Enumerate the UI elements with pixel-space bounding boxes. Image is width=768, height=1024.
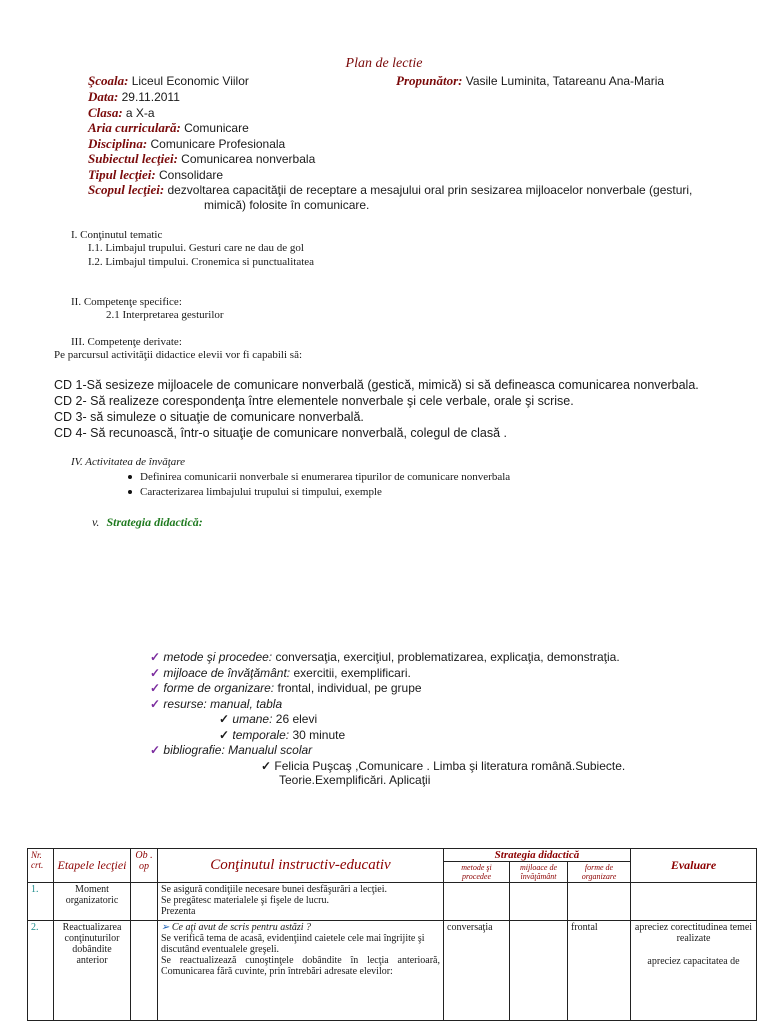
- section1-item-1: I.1. Limbajul trupului. Gesturi care ne dau de gol: [88, 242, 304, 254]
- header-etapele: Etapele lecţiei: [54, 849, 131, 883]
- section2-item: 2.1 Interpretarea gesturilor: [106, 309, 224, 321]
- row1-evaluare: [631, 883, 757, 921]
- propunator-value: Vasile Luminita, Tatareanu Ana-Maria: [465, 74, 665, 88]
- bullet-icon: [128, 475, 132, 479]
- mijloace-value: exercitii, exemplificari.: [293, 666, 411, 680]
- aria-line: [88, 120, 249, 136]
- section4-item-2-text: Caracterizarea limbajului trupului si timpului, exemple: [140, 486, 382, 498]
- data-value: 29.11.2011: [121, 90, 180, 104]
- resurse-label: resurse: manual, tabla: [163, 697, 283, 711]
- scopul-value-2: mimică) folosite în comunicare.: [204, 198, 370, 212]
- cd-4: CD 4- Să recunoască, într-o situaţie de comunicare nonverbală, colegul de clasă .: [54, 426, 508, 440]
- subiectul-label: Subiectul lecţiei:: [88, 151, 178, 166]
- section4-item-2: [128, 486, 382, 498]
- bullet-icon: [128, 490, 132, 494]
- tipul-value: Consolidare: [159, 168, 224, 182]
- header-strategia: Strategia didactică: [444, 849, 631, 862]
- strategy-mijloace: [150, 666, 411, 680]
- row1-c3: Prezenta: [161, 906, 196, 917]
- row1-nr: 1.: [28, 883, 54, 921]
- row1-etapa: Moment organizatoric: [54, 883, 131, 921]
- forme-value: frontal, individual, pe grupe: [277, 681, 422, 695]
- row1-ob: [131, 883, 158, 921]
- mijloace-label: mijloace de învăţământ:: [163, 666, 291, 680]
- check-icon: ✓: [219, 728, 230, 742]
- metode-value: conversaţia, exerciţiul, problematizarea, explicaţia, demonstraţia.: [275, 650, 620, 664]
- section2-heading: II. Competenţe specifice:: [71, 296, 182, 308]
- row2-mijloace: [510, 921, 568, 1021]
- check-icon: ✓: [219, 712, 230, 726]
- row2-metode: conversaţia: [444, 921, 510, 1021]
- strategy-bibliografie: [150, 743, 312, 757]
- temporale-label: temporale:: [232, 728, 290, 742]
- check-icon: ✓: [150, 666, 161, 680]
- scoala-line: [88, 73, 249, 89]
- subiectul-value: Comunicarea nonverbala: [181, 152, 316, 166]
- check-icon: ✓: [150, 650, 161, 664]
- section1-heading: I. Conţinutul tematic: [71, 229, 163, 241]
- check-icon: ✓: [150, 697, 161, 711]
- section4-heading: IV. Activitatea de învăţare: [71, 456, 186, 468]
- row1-mijloace: [510, 883, 568, 921]
- scoala-value: Liceul Economic Viilor: [131, 74, 249, 88]
- check-icon: ✓: [261, 759, 272, 773]
- strategy-forme: [150, 681, 422, 695]
- lesson-table: [27, 848, 757, 1021]
- umane-label: umane:: [232, 712, 273, 726]
- row1-forme: [568, 883, 631, 921]
- row2-forme: frontal: [568, 921, 631, 1021]
- table-row: [28, 921, 757, 1021]
- row2-etapa: Reactualizarea conţinuturilor dobândite anterior: [54, 921, 131, 1021]
- bibliografie-label: bibliografie: Manualul scolar: [163, 743, 313, 757]
- row2-c2: Se verifică tema de acasă, evidenţiind caietele cele mai îngrijite şi discutând eventualele greşeli.: [161, 933, 425, 955]
- check-icon: ✓: [150, 743, 161, 757]
- cd-3: CD 3- să simuleze o situaţie de comunicare nonverbală.: [54, 410, 364, 424]
- strategy-temporale: [219, 728, 345, 742]
- aria-label: Aria curriculară:: [88, 120, 181, 135]
- temporale-value: 30 minute: [292, 728, 346, 742]
- section5-line: [92, 515, 203, 530]
- section4-item-1-text: Definirea comunicarii nonverbale si enumerarea tipurilor de comunicare nonverbala: [140, 471, 511, 483]
- tipul-label: Tipul lecţiei:: [88, 167, 156, 182]
- subiectul-line: [88, 151, 315, 167]
- table-row: [28, 883, 757, 921]
- umane-value: 26 elevi: [275, 712, 318, 726]
- strategy-resurse: [150, 697, 282, 711]
- row2-ob: [131, 921, 158, 1021]
- section1-item-2: I.2. Limbajul timpului. Cronemica si punctualitatea: [88, 256, 315, 268]
- section4-item-1: [128, 471, 510, 483]
- row2-continut: [158, 921, 444, 1021]
- row2-nr: 2.: [28, 921, 54, 1021]
- section3-intro: Pe parcursul activităţii didactice elevii vor fi capabili să:: [54, 349, 303, 361]
- row2-evaluare: [631, 921, 757, 1021]
- row1-metode: [444, 883, 510, 921]
- row1-c1: Se asigură condiţiile necesare bunei desfăşurări a lecţiei.: [161, 884, 388, 895]
- page-title: Plan de lectie: [345, 56, 423, 71]
- forme-label: forme de organizare:: [163, 681, 275, 695]
- bib-line-2: Teorie.Exemplificări. Aplicaţii: [279, 773, 431, 787]
- bib-line-1-text: Felicia Puşcaş ,Comunicare . Limba şi literatura română.Subiecte.: [274, 759, 626, 773]
- data-line: [88, 89, 180, 105]
- section5-num: v.: [92, 515, 100, 529]
- bib-line-1: [261, 759, 625, 773]
- disciplina-line: [88, 136, 285, 152]
- row2-c1-text: Ce aţi avut de scris pentru astăzi ?: [171, 922, 312, 933]
- clasa-line: [88, 105, 155, 121]
- disciplina-value: Comunicare Profesionala: [150, 137, 286, 151]
- propunator-line: [396, 73, 664, 89]
- arrow-icon: ➢: [161, 922, 170, 933]
- row1-c2: Se pregătesc materialele şi fişele de lucru.: [161, 895, 329, 906]
- header-ob: Ob . op: [131, 849, 158, 883]
- section5-heading: Strategia didactică:: [106, 515, 203, 529]
- clasa-value: a X-a: [125, 106, 155, 120]
- row1-continut: [158, 883, 444, 921]
- clasa-label: Clasa:: [88, 105, 123, 120]
- propunator-label: Propunător:: [396, 73, 463, 88]
- data-label: Data:: [88, 89, 119, 104]
- header-evaluare: Evaluare: [631, 849, 757, 883]
- scoala-label: Şcoala:: [88, 73, 129, 88]
- disciplina-label: Disciplina:: [88, 136, 148, 151]
- row2-c1: [161, 922, 440, 933]
- scopul-label: Scopul lecţiei:: [88, 182, 165, 197]
- header-forme: forme de organizare: [568, 862, 631, 883]
- check-icon: ✓: [150, 681, 161, 695]
- row2-c3: Se reactualizează cunoştinţele dobândite în lecţia anterioară, Comunicarea fără cuvinte, prin întrebări adresate elevilor:: [161, 955, 440, 977]
- header-mijloace: mijloace de învăţământ: [510, 862, 568, 883]
- header-nr: Nr. crt.: [28, 849, 54, 883]
- aria-value: Comunicare: [184, 121, 249, 135]
- scopul-value-1: dezvoltarea capacităţii de receptare a mesajului oral prin sesizarea mijloacelor nonverbale (gesturi,: [167, 183, 693, 197]
- strategy-umane: [219, 712, 317, 726]
- row2-eval2: apreciez capacitatea de: [647, 956, 740, 967]
- header-metode: metode şi procedee: [444, 862, 510, 883]
- tipul-line: [88, 167, 223, 183]
- header-continut: Conţinutul instructiv-educativ: [158, 849, 444, 883]
- scopul-line: [88, 182, 692, 198]
- table-header-row: [28, 849, 757, 862]
- cd-2: CD 2- Să realizeze corespondenţa între elementele nonverbale şi cele verbale, orale şi scrise.: [54, 394, 574, 408]
- metode-label: metode şi procedee:: [163, 650, 273, 664]
- section3-heading: III. Competenţe derivate:: [71, 336, 182, 348]
- strategy-metode: [150, 650, 620, 664]
- cd-1: CD 1-Să sesizeze mijloacele de comunicare nonverbală (gestică, mimică) si să defineasca comunicarea nonverbala.: [54, 378, 699, 392]
- row2-eval1: apreciez corectitudinea temei realizate: [634, 922, 753, 944]
